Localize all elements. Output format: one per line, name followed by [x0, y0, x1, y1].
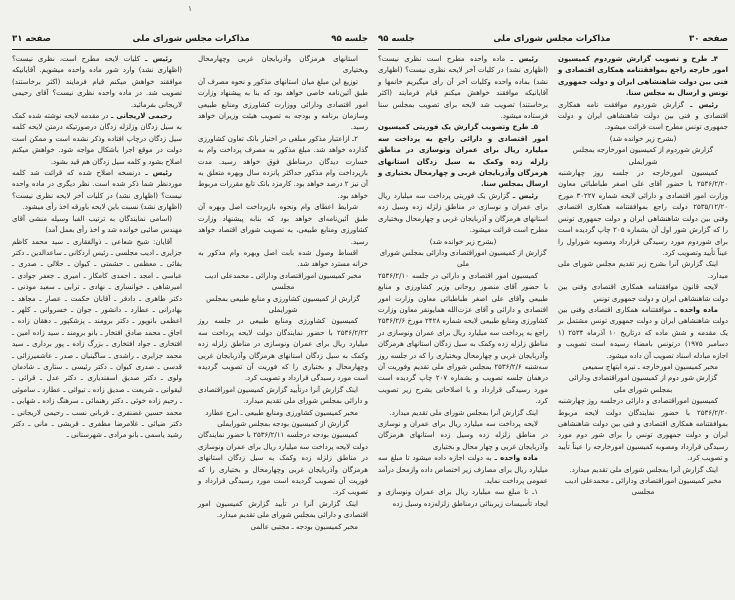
paragraph-text: آقایان: شیخ شعاعی ـ ذوالفقاری ـ سید محمد کاظم جزایری ـ ادیب مجلسی ـ رئیس اردکانی ـ ساعدالدین ـ دکتر بقائی ـ معظمی ـ حشمتی ـ کیوان ـ حلالی ـ صدری ـ عباسی ـ امجد ـ احمدی کامکار ـ امیری ـ جعفر جوادی ـ امیرشاهی ـ خوانساری ـ نهادی ـ ترابی ـ سعید موذنی ـ دکتر طاهری ـ دادفر ـ آقایان حکمت ـ عصار ـ مجاهد ـ بهادرانی ـ عطارد ـ دانشور ـ جوان ـ خسروانی ـ کلهر ـ اعظمی بانوپور ـ دکتر برومند ـ پزشکپور ـ دهقان زاده ـ اجاق ـ محمد صادق افتخار ـ بانو برومند ـ سید زاده امین ـ افتخاری ـ جواد افتخاری ـ بزرگ زاده ـ پور برداری ـ سید محمد جزایری ـ راشدی ـ ساگینیان ـ صدر ـ عاشمیرزائی ـ قدسی ـ صدری کیوان ـ دکتر رئیسی ـ ستاری ـ شادمان ولوی ـ دکتر صدیق اسفندیاری ـ دکتر عدل ـ قرائی ـ لیقوانی ـ شریعت ـ صدیق زاده ـ تیوائی ـ عطارد ـ ساموئی ـ رحیم زاده خوئی ـ دکتر رهنمائی ـ سرهنگ زاده ـ شهابی ـ محمد حسین غضنفری ـ قربانی نسب ـ رحیمی لاریجانی ـ دکتر ضیائی ـ غلامرضا مظفری ـ قریشی ـ مانی ـ دکتر رشید یاسمی ـ بانو مرادی ـ شهرستانی ـ — [12, 237, 182, 440]
paragraph-text: کمیسیون امورخارجه در جلسه روز چهارشنبه ۲۵۳۶/۲/۲۰ با حضور آقای علی اصغر طباطبائی معاون وزارت امور اقتصادی و دارائی لایحه شماره ۳۰۲۲۷ مورخ ۲۵۳۵/۱۲/۲۰ دولت راجع بموافقتنامه همکاری اقتصادی وفنی بین دولت شاهنشاهی ایران و دولت جمهوری تونس را که گزارش شور اول آن بشماره ۲۰۵ چاپ گردیده است برای شوردوم مورد رسیدگی قرارداد ومصوبه شوراول را عیناً تأیید وتصویب کرد. — [558, 169, 728, 257]
paragraph-text: استانهای هرمزگان وآذربایجان غربی وچهارمحال وبختیاری — [198, 55, 368, 75]
paragraph-text: اینک گزارش آنرا درتأیید گزارش کمیسیون اموراقتصادی و دارائی بمجلس شورای ملی تقدیم میدارد. — [198, 385, 368, 406]
speaker-paragraph — [12, 54, 182, 111]
page-number: صفحه ۳۰ — [689, 34, 728, 44]
speaker-name: رئیس ـ — [512, 191, 538, 200]
speaker-paragraph — [378, 191, 548, 237]
paragraph-text: گزارش از کمیسیون کشاورزی و منابع طبیعی بمجلس شورایملی — [206, 294, 360, 314]
paragraph-text: ۲ـ ازاعتبار مذکور مبلغی در اختیار بانک تعاون کشاورزی گذارده خواهد شد. مبلغ مذکور به مصرف پرداخت وام به خسارت دیدگان درمناطق فوق خواهد رسید. مدت بازپرداخت وام مذکور حداکثر پانزده سال وبهره متعلق به آن نیز ۲ درصد خواهد بود. کارمزد بانک تابع مقررات مربوط خواهد بود. — [198, 134, 368, 200]
section-heading — [558, 145, 728, 168]
paragraph — [558, 259, 728, 282]
paragraph — [558, 168, 728, 259]
paragraph-text: اینک گزارش آنرا در تأیید گزارش کمیسیون امور اقتصادی و دارائی بمجلس شورای ملی تقدیم میدارد. — [198, 499, 368, 520]
paragraph-text: ۱ـ تا مبلغ سه میلیارد ریال برای عمران ونوسازی و ایجاد تأسیسات زیربنائی درمناطق زلزله‌زده وسیل زده — [378, 488, 548, 508]
paragraph-text: گزارش از کمیسیون بودجه بمجلس شورایملی — [217, 420, 349, 428]
paragraph-text: گزارش شوردوم موافقت نامه همکاری اقتصادی و فنی بین دولت شاهنشاهی ایران و دولت جمهوری تونس مطرح است قرائت میشود. — [558, 100, 728, 132]
speaker-paragraph — [558, 100, 728, 134]
page-header — [12, 32, 368, 46]
session-number: جلسه ۹۵ — [378, 34, 415, 44]
paragraph-text: لایحه قانون موافقتنامه همکاری اقتصادی وفنی بین دولت شاهنشاهی ایران و دولت جمهوری تونس — [558, 283, 728, 303]
paragraph — [378, 271, 548, 408]
section-heading — [558, 373, 728, 396]
publication-title: مذاکرات مجلس شورای ملی — [132, 34, 250, 44]
paragraph-text: کمیسیون اموراقتصادی و دارائی درجلسه روز چهارشنبه ۲۵۳۶/۲/۲۰ با حضور نمایندگان دولت لایحه مربوط بموافقتنامه همکاری اقتصادی و فنی بین دولت شاهنشاهی ایران و دولت جمهوری تونس را برای شور دوم مورد رسیدگی قرارداد ومصوبه کمیسیون امورخارجه را عیناً تأیید و تصویب کرد. — [558, 397, 728, 463]
paragraph — [198, 430, 368, 498]
speaker-paragraph — [12, 168, 182, 214]
text-column-right — [198, 54, 368, 533]
speaker-name: ماده واحده ـ — [674, 305, 718, 314]
paragraph-text: مخبر کمیسیون اموراقتصادی ودارائی ـ محمدعلی ادیب مجلسی — [564, 477, 722, 497]
paragraph-text: مخبر کمیسیون اموراقتصادی ودارائی ـ محمدعلی ادیب مجلسی — [204, 271, 362, 292]
paragraph-text: (بشرح زیر خوانده شد) — [609, 134, 677, 143]
speaker-name: رئیس ـ — [510, 55, 538, 63]
paragraph-text: ۵ـ طرح وتصویب گزارش یک فوریتی کمیسیون امور اقتصادی و دارائی راجع به پرداخت سه میلیارد ریال برای عمران ونوسازی در مناطق زلزله زده وکمک به سیل زدگان استانهای هرمزگان وآذربایجان غربی و چهارمحال بختیاری و ارسال بمجلس سنا. — [378, 123, 548, 189]
paragraph-text: اینک گزارش آنرا بمجلس شورای ملی تقدیم میدارد. — [569, 465, 718, 474]
speaker-name: رحیمی لاریجانی ـ — [111, 112, 172, 121]
paragraph — [378, 487, 548, 510]
paragraph — [378, 122, 548, 190]
paragraph-text: کمیسیون کشاورزی ومنابع طبیعی در جلسه روز ۲۵۳۶/۲/۲۲ با حضور نمایندگان دولت لایحه پرداخت سه میلیارد ریال برای عمران ونوسازی در مناطق زلزله زده وکمک به سیل زدگان استانهای هرمزگان وآذربایجان غربی وچهارمحال و بختیاری را که فوریت آن تصویب گردیده است مورد رسیدگی قرارداد و تصویب کرد. — [198, 317, 368, 383]
paragraph — [558, 362, 728, 373]
paragraph-text: گزارش شور دوم از کمیسیون اموراقتصادی ودارائی بمجلس شورای ملی — [568, 374, 718, 394]
paragraph — [198, 522, 368, 533]
text-column-left — [12, 54, 182, 442]
paragraph-text: گزارش شوردوم از کمیسیون امورخارجه بمجلس شورایملی — [572, 146, 714, 166]
paragraph — [558, 282, 728, 305]
paragraph-text: درنسخه اصلاح شده که قرائت شد کلمه موردنظر شما ذکر شده است. نظر دیگری در ماده واحده نیست؟ (اظهاری نشد) در کلیات آخر لایحه نظری نیست؟ (اظهاری نشد) نسبت باین لایحه باورقه اخذ رأی میشود. — [12, 169, 182, 212]
speaker-name: ماده واحده ـ — [494, 454, 538, 463]
paragraph — [198, 408, 368, 419]
paragraph — [198, 248, 368, 271]
speaker-paragraph — [378, 54, 548, 122]
paragraph — [198, 499, 368, 522]
header-rule — [12, 49, 368, 50]
paragraph-text: ۴ـ طرح و تصویب گزارش شوردوم کمیسیون امور خارجه راجع بموافقتنامه همکاری اقتصادی و فنی بین دولت شاهنشاهی ایران و دولت جمهوری تونس و ارسال به مجلس سنا. — [558, 55, 728, 98]
speaker-paragraph — [12, 111, 182, 168]
paragraph-text: موافقتنامه همکاری اقتصادی وفنی بین دولت شاهنشاهی ایران و دولت جمهوری تونس مشتمل بر یک مقدمه و شش ماده که درتاریخ ۱۰ آذرماه ۲۵۳۴ (۱ دسامبر ۱۹۷۵) درتونس بامضاء رسیده است تصویب و اجازه مبادله اسناد تصویب آن داده میشود. — [558, 305, 728, 360]
paragraph — [558, 54, 728, 100]
speaker-paragraph — [378, 453, 548, 487]
paragraph-text: (بشرح زیر خوانده شد) — [429, 237, 497, 246]
page-30 — [378, 0, 728, 600]
paragraph — [198, 77, 368, 134]
paragraph — [12, 214, 182, 237]
paragraph-text: کمیسیون امور اقتصادی و دارائی در جلسه ۲۵۳۶/۲/۱۰ با حضور آقای منصور روحانی وزیر کشاورزی و منابع طبیعی وآقای علی اصغر طباطبائی معاون وزارت امور اقتصادی و دارائی و آقای عزت‌الله همایونفر معاون وزارت کشاورزی ومنابع طبیعی لایحه شماره ۲۴۲۸ مورخ ۲۵۳۶/۲/۶ راجع به پرداخت سه میلیارد ریال برای عمران ونوسازی در مناطق زلزله زده وکمک به سیل زدگان استانهای هرمزگان وآذربایجان غربی و چهارمحال وبختیاری را که در جلسه روز سه‌شنبه ۲۵۳۶/۲/۶ بمجلس شورای ملی تقدیم وفوریت آن درهمان جلسه تصویب و بشماره ۲۰۷ چاپ گردیده است مورد رسیدگی قرارداد و با اصلاحاتی بشرح زیر تصویب کرد. — [378, 271, 548, 406]
paragraph — [198, 316, 368, 384]
paragraph-text: ماده واحده مطرح است نظری نیست؟ (اظهاری نشد) در کلیات آخر لایحه نظری نیست؟ (اظهاری نشد) بماده واحده وکلیات آخر آن رأی میگیریم خانمها و آقایانیکه موافقند خواهش میکنم قیام فرمایند (اکثر برخاستند) تصویب شد لایحه برای تصویب بمجلس سنا فرستاده میشود. — [378, 55, 548, 121]
page-header — [378, 32, 728, 46]
paragraph-text: مخبر کمیسیون بودجه ـ مجتبی عالمی — [250, 522, 358, 531]
paragraph — [12, 237, 182, 442]
section-heading — [198, 419, 368, 430]
publication-title: مذاکرات مجلس شورای ملی — [493, 34, 611, 44]
paragraph-text: به دولت اجازه داده میشود تا مبلغ سه میلیارد ریال برای مصارف زیر اختصاص داده وازمحل درآمد عمومی پرداخت نماید. — [378, 454, 548, 486]
speaker-name: رئیس ـ — [145, 55, 172, 63]
paragraph-text: (اسامی نمایندگان به ترتیب الفبا وسیله منشی آقای مهندس صائبی خوانده شد و اخذ رأی بعمل آمد) — [12, 214, 182, 235]
speaker-name: رئیس ـ — [689, 100, 718, 109]
paragraph — [558, 465, 728, 476]
section-heading — [378, 237, 548, 248]
speaker-name: رئیس ـ — [145, 169, 173, 178]
paragraph-text: گزارش از کمیسیون اموراقتصادی ودارائی بمجلس شورای ملی — [379, 248, 547, 269]
header-rule — [378, 49, 728, 50]
paragraph — [378, 419, 548, 453]
page-31 — [12, 0, 368, 600]
section-heading — [558, 134, 728, 145]
paragraph — [198, 54, 368, 77]
paragraph — [198, 385, 368, 408]
paragraph — [198, 134, 368, 202]
paragraph-text: مخبر کمیسیون کشاورزی ومنابع طبیعی ـ ایرج عطارد — [205, 408, 358, 417]
paragraph-text: در مقدمه لایحه نوشته شده کمک به سیل زدگان وزلزله زدگان درصورتیکه درمتن لایحه کلمه سیل زدگان درچاپ افتاده وذکر نشده است و ممکن است دولت در موقع اجرا باشکال مواجه شود. خواهش میکنم اصلاح بشود و کلمه سیل زدگان هم قید بشود. — [12, 112, 182, 166]
section-heading — [378, 248, 548, 271]
paragraph-text: اقساط وصول شده بابت اصل وبهره وام مذکور به خزانه مسترد خواهد شد. — [198, 248, 368, 269]
paragraph-text: لایحه پرداخت سه میلیارد ریال برای عمران و نوسازی در مناطق زلزله زده وسیل زده استانهای هرمزگان وآذربایجان غربی و چهار محال و بختیاری — [378, 420, 548, 451]
paragraph-text: توزیع این مبلغ میان استانهای مذکور و نحوه مصرف آن طبق آئین‌نامه خاصی خواهد بود که بنا به پیشنهاد وزارت امور اقتصادی ودارائی ووزارت کشاورزی ومنابع طبیعی وسازمان برنامه و بودجه به تصویب هیئت وزیران خواهد رسید. — [198, 77, 368, 132]
folio-mark: ۱ — [187, 4, 193, 13]
paragraph — [558, 396, 728, 464]
paragraph-text: کمیسیون بودجه درجلسه ۲۵۳۶/۲/۱۱ با حضور نمایندگان دولت لایحه پرداخت سه میلیارد ریال برای عمران ونوسازی در مناطق زلزله زده وکمک به سیل زدگان استانهای هرمزگان وآذربایجان غربی وچهارمحال و بختیاری را که فوریت آن تصویب گردیده است مورد رسیدگی قرارداد و تصویب کرد. — [198, 431, 368, 497]
paragraph-text: اینک گزارش آنرا بشرح زیر تقدیم مجلس شورای ملی میدارد. — [558, 260, 728, 280]
paragraph-text: گزارش یک فوریتی پرداخت سه میلیارد ریال برای عمران و نوسازی در مناطق زلزله زده وسیل زده استانهای هرمزگان و آذربایجان غربی و چهارمحال وبختیاری مطرح است قرائت میشود. — [378, 191, 548, 235]
section-heading — [198, 294, 368, 317]
paragraph-text: کلیات لایحه مطرح است، نظری نیست؟ (اظهاری نشد) وارد شور ماده واحده میشویم. آقایانیکه موافقند خواهش میکنم قیام فرمایند (اکثر برخاستند) تصویب شد. در ماده واحده نظری نیست؟ آقای رحیمی لاریجانی بفرمائید. — [12, 55, 182, 109]
speaker-paragraph — [558, 305, 728, 362]
page-number: صفحه ۳۱ — [12, 34, 51, 44]
paragraph — [378, 408, 548, 419]
text-column-left — [378, 54, 548, 510]
text-column-right — [558, 54, 728, 499]
paragraph-text: مخبر کمیسیون امورخارجه ـ نیره ابتهاج سمیعی — [582, 362, 718, 371]
paragraph-text: شرایط اعطای وام ونحوه بازپرداخت اصل وبهره آن طبق آئین‌نامه‌ای خواهد بود که بنابه پیشنهاد وزارت کشاورزی ومنابع طبیعی، به تصویب شورای اقتصاد خواهد رسید. — [198, 203, 368, 246]
section-heading — [558, 476, 728, 499]
session-number: جلسه ۹۵ — [331, 34, 368, 44]
paragraph-text: اینک گزارش آنرا بمجلس شورای ملی تقدیم میدارد. — [389, 408, 538, 417]
paragraph — [198, 202, 368, 248]
section-heading — [198, 271, 368, 294]
